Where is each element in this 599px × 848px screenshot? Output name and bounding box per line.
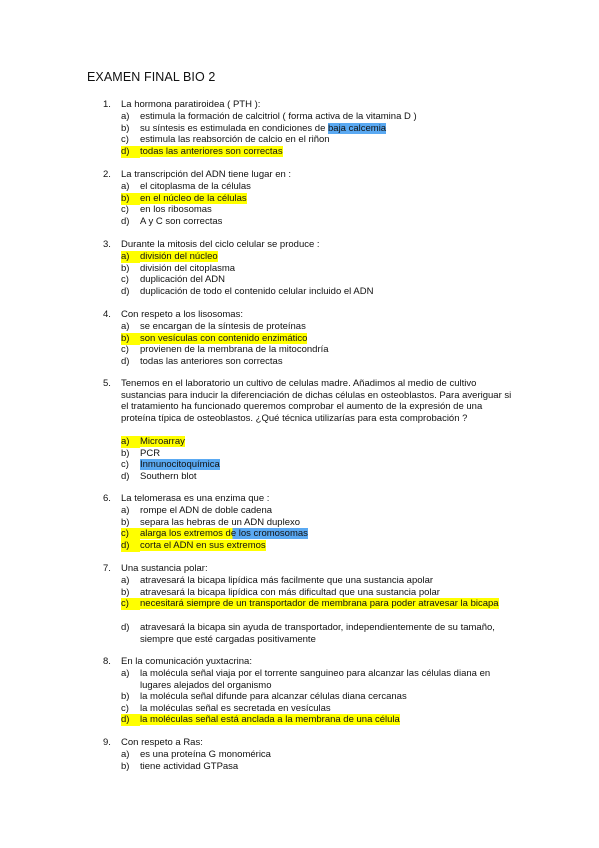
question-text: Con respeto a Ras: [121,737,203,748]
question-number: 7. [103,563,111,574]
option-text [140,193,520,205]
option-letter: d) [121,622,130,633]
option-text-plain: es una proteína G monomérica [140,749,271,760]
option-text [140,356,520,368]
option-text-plain: Southern blot [140,471,197,482]
option-letter: a) [121,251,140,263]
option-text [140,204,520,216]
option-text [140,181,520,193]
option-text-highlighted: división del núcleo [140,251,218,262]
option-letter: a) [121,111,130,122]
question-text: La transcripción del ADN tiene lugar en : [121,169,292,180]
option-text-plain: su síntesis es estimulada en condiciones de [140,123,328,134]
question-text: Con respeto a los lisosomas: [121,309,243,320]
option-text [140,668,520,691]
option-text-highlighted: todas las anteriores son correctas [140,146,283,157]
option-text [140,528,520,540]
option-text-plain: PCR [140,448,161,459]
option-text [140,251,520,263]
option-text [140,459,520,471]
option-text-highlighted: Microarray [140,436,185,447]
option-text [140,333,520,345]
option-letter: c) [121,204,129,215]
option-text-plain: A y C son correctas [140,216,223,227]
option-text [140,448,520,460]
option-text [140,471,520,483]
option-letter: b) [121,761,130,772]
option-text [140,321,520,333]
option-text-plain: el citoplasma de la células [140,181,251,192]
option-text-plain: separa las hebras de un ADN duplexo [140,517,301,528]
option-text [140,274,520,286]
option-text [140,146,520,158]
option-text [140,344,520,356]
option-letter: b) [121,263,130,274]
option-text-plain: estimula las reabsorción de calcio en el riñon [140,134,330,145]
question-text: La telomerasa es una enzima que : [121,493,270,504]
option-text-highlighted: corta el ADN en sus extremos [140,540,266,551]
option-text-plain: atravesará la bicapa lipídica más facilmente que una sustancia apolar [140,575,434,586]
question-number: 1. [103,99,111,110]
option-text [140,505,520,517]
option-text [140,517,520,529]
option-letter: d) [121,356,130,367]
option-letter: c) [121,528,140,540]
option-text-highlighted: Inmunocitoquímica [140,459,220,470]
question-number: 2. [103,169,111,180]
question-number: 3. [103,239,111,250]
option-letter: d) [121,714,140,726]
option-text [140,436,520,448]
option-letter: c) [121,134,129,145]
option-text-plain: en los ribosomas [140,204,212,215]
option-text-plain: la molécula señal viaja por el torrente sanguineo para alcanzar las células diana en lugares alejados del organismo [140,668,491,691]
question-number: 5. [103,378,111,389]
page-title: EXAMEN FINAL BIO 2 [87,70,216,84]
option-letter: b) [121,517,130,528]
option-text-plain: atravesará la bicapa lipídica con más dificultad que una sustancia polar [140,587,440,598]
option-letter: d) [121,146,140,158]
option-text [140,123,520,135]
option-text [140,111,520,123]
option-text-plain: provienen de la membrana de la mitocondría [140,344,329,355]
option-text-plain: la moléculas señal es secretada en vesículas [140,703,331,714]
option-letter: a) [121,436,140,448]
option-text-plain: la molécula señal difunde para alcanzar células diana cercanas [140,691,407,702]
option-letter: d) [121,216,130,227]
option-letter: b) [121,691,130,702]
option-letter: d) [121,540,140,552]
option-text [140,761,520,773]
option-letter: c) [121,598,140,610]
option-letter: b) [121,587,130,598]
option-text-highlighted: en el núcleo de la células [140,193,247,204]
option-text [140,703,520,715]
option-text [140,622,520,645]
option-text-highlighted: baja calcemia [328,123,387,134]
option-letter: d) [121,286,130,297]
option-letter: d) [121,471,130,482]
option-text-highlighted: la moléculas señal está anclada a la membrana de una célula [140,714,400,725]
option-text-highlighted: necesitará siempre de un transportador de membrana para poder atravesar la bicapa [140,598,499,609]
option-letter: a) [121,505,130,516]
option-text-highlighted: alarga los extremos de los cromosomas [140,528,308,539]
option-text-plain: duplicación del ADN [140,274,226,285]
option-text [140,587,520,599]
option-letter: b) [121,193,140,205]
option-letter: c) [121,274,129,285]
option-text [140,749,520,761]
option-text-plain: se encargan de la síntesis de proteínas [140,321,306,332]
question-text: Una sustancia polar: [121,563,208,574]
option-text-highlighted: son vesículas con contenido enzimático [140,333,308,344]
question-text: Durante la mitosis del ciclo celular se produce : [121,239,320,250]
option-letter: a) [121,668,130,679]
option-text-plain: tiene actividad GTPasa [140,761,239,772]
question-number: 8. [103,656,111,667]
question-number: 9. [103,737,111,748]
option-text [140,263,520,275]
option-text-plain: atravesará la bicapa sin ayuda de transportador, independientemente de su tamaño, siempre que esté cargadas positivamente [140,622,495,645]
option-letter: b) [121,448,130,459]
option-letter: a) [121,181,130,192]
option-letter: c) [121,703,129,714]
option-letter: a) [121,321,130,332]
question-number: 6. [103,493,111,504]
option-text [140,540,520,552]
option-text-plain: estimula la formación de calcitriol ( forma activa de la vitamina D ) [140,111,417,122]
option-letter: c) [121,344,129,355]
option-text [140,286,520,298]
option-letter: a) [121,749,130,760]
question-text: Tenemos en el laboratorio un cultivo de celulas madre. Añadimos al medio de cultivo sustancias para inducir la diferenciación de dichas células en osteoblastos. Para averiguar si el tratamiento ha funcionado queremos comprobar el aumento de la expresión de una proteína típica de osteoblastos. ¿Qué técnica utilizarías para esta comprobación ? [121,378,512,424]
option-text [140,575,520,587]
option-text-plain: división del citoplasma [140,263,236,274]
option-letter: c) [121,459,129,470]
option-letter: a) [121,575,130,586]
option-text [140,691,520,703]
option-text-plain: rompe el ADN de doble cadena [140,505,273,516]
option-text [140,134,520,146]
question-text: La hormona paratiroidea ( PTH ): [121,99,261,110]
option-letter: b) [121,123,130,134]
option-text [140,216,520,228]
option-text-plain: duplicación de todo el contenido celular incluido el ADN [140,286,374,297]
question-text: En la comunicación yuxtacrina: [121,656,252,667]
question-number: 4. [103,309,111,320]
option-text [140,598,520,610]
option-letter: b) [121,333,140,345]
option-text-plain: todas las anteriores son correctas [140,356,283,367]
option-text [140,714,520,726]
